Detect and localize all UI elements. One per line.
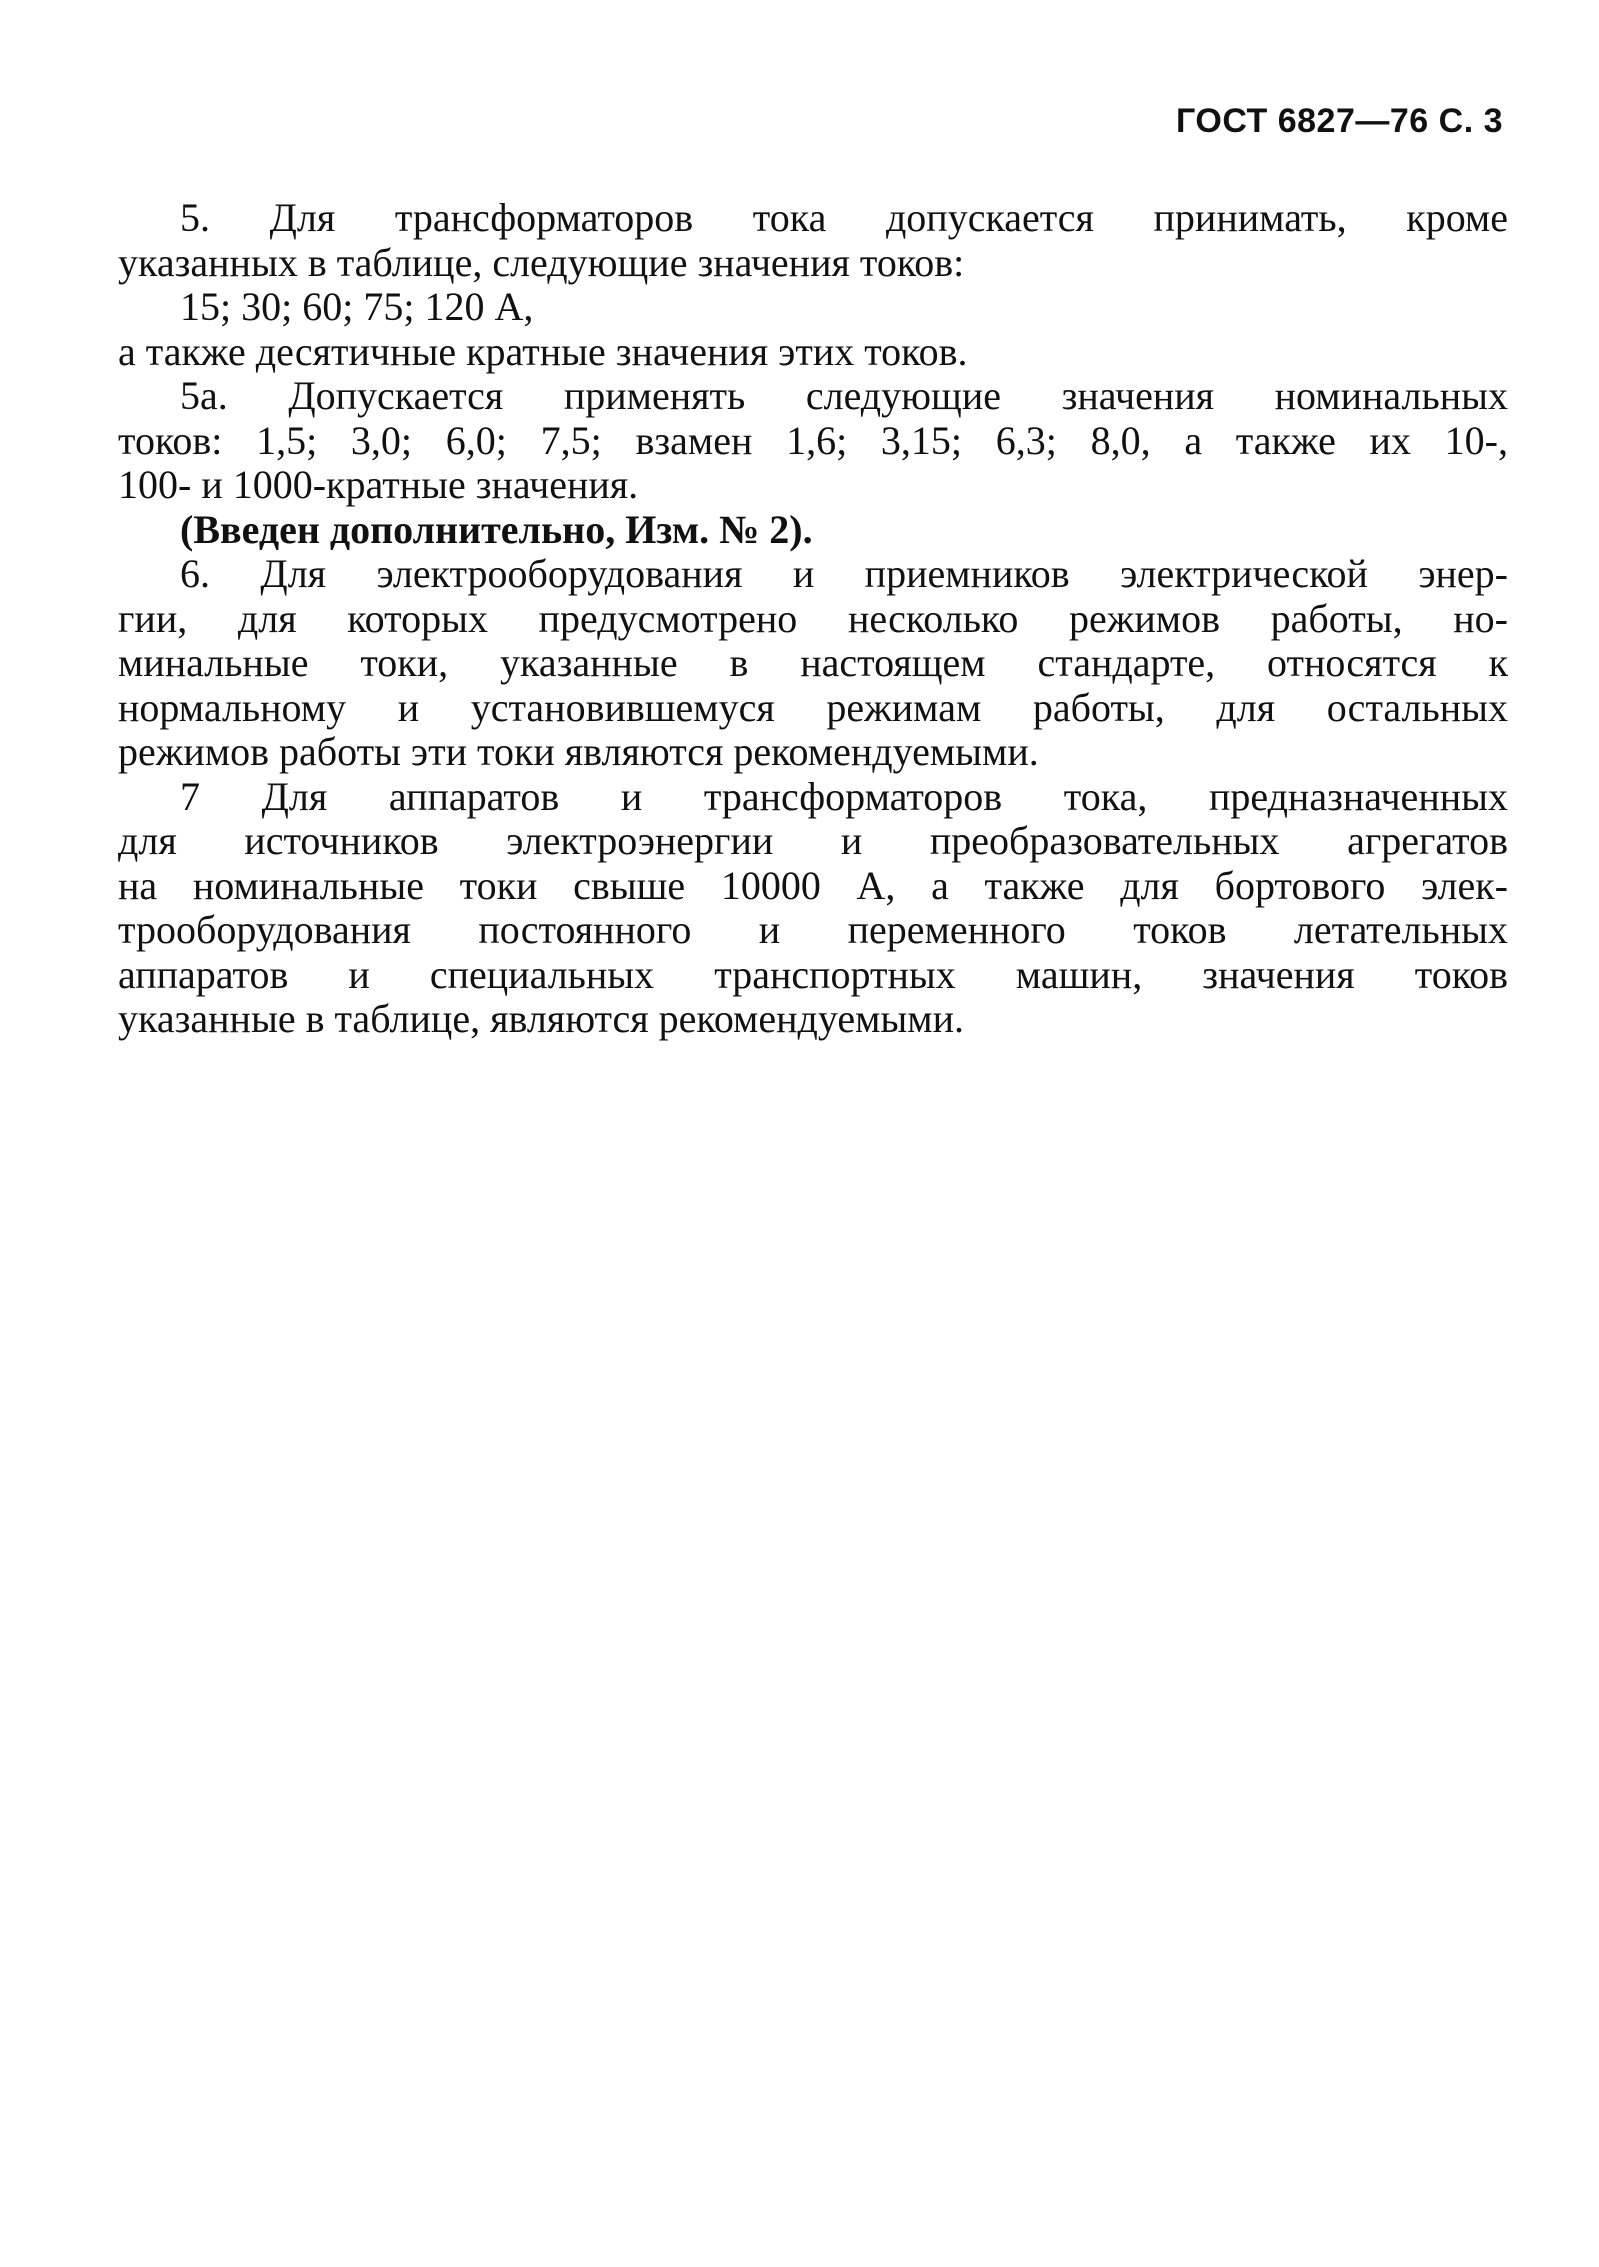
document-body xyxy=(118,196,1508,1042)
clause-5-line-2: указанных в таблице, следующие значения токов: xyxy=(118,239,965,285)
clause-6-line-1: 6. Для электрооборудования и приемников электрической энер- xyxy=(180,551,1508,596)
clause-5a-line-1: 5а. Допускается применять следующие значения номинальных xyxy=(180,373,1508,418)
clause-7-line-5: аппаратов и специальных транспортных машин, значения токов xyxy=(118,951,1508,997)
amendment-note-line: (Введен дополнительно, Изм. № 2). xyxy=(180,506,813,552)
clause-6-line-4: нормальному и установившемуся режимам работы, для остальных xyxy=(118,684,1508,730)
amendment-note xyxy=(118,508,1508,553)
clause-7-line-2: для источников электроэнергии и преобразовательных агрегатов xyxy=(118,818,1508,863)
page-header: ГОСТ 6827—76 С. 3 xyxy=(1176,102,1503,140)
clause-7-line-4: трооборудования постоянного и переменного токов летательных xyxy=(118,907,1508,952)
clause-6-line-3: минальные токи, указанные в настоящем стандарте, относятся к xyxy=(118,640,1508,685)
clause-7-line-3: на номинальные токи свыше 10000 А, а также для бортового элек- xyxy=(118,862,1508,908)
clause-5a-line-2: токов: 1,5; 3,0; 6,0; 7,5; взамен 1,6; 3,15; 6,3; 8,0, а также их 10-, xyxy=(118,417,1508,463)
clause-5a-line-3: 100- и 1000-кратные значения. xyxy=(118,462,639,507)
clause-5-line-3: 15; 30; 60; 75; 120 А, xyxy=(180,284,534,329)
clause-5-line-1: 5. Для трансформаторов тока допускается принимать, кроме xyxy=(180,195,1508,240)
clause-7 xyxy=(118,775,1508,1042)
clause-5a xyxy=(118,374,1508,508)
clause-7-line-1: 7 Для аппаратов и трансформаторов тока, предназначенных xyxy=(180,773,1508,819)
clause-5 xyxy=(118,196,1508,374)
clause-5-line-4: а также десятичные кратные значения этих токов. xyxy=(118,328,968,374)
clause-6-line-2: гии, для которых предусмотрено несколько режимов работы, но- xyxy=(118,595,1508,641)
clause-6-line-5: режимов работы эти токи являются рекомендуемыми. xyxy=(118,729,1039,774)
clause-6 xyxy=(118,552,1508,775)
clause-7-line-6: указанные в таблице, являются рекомендуемыми. xyxy=(118,996,965,1041)
